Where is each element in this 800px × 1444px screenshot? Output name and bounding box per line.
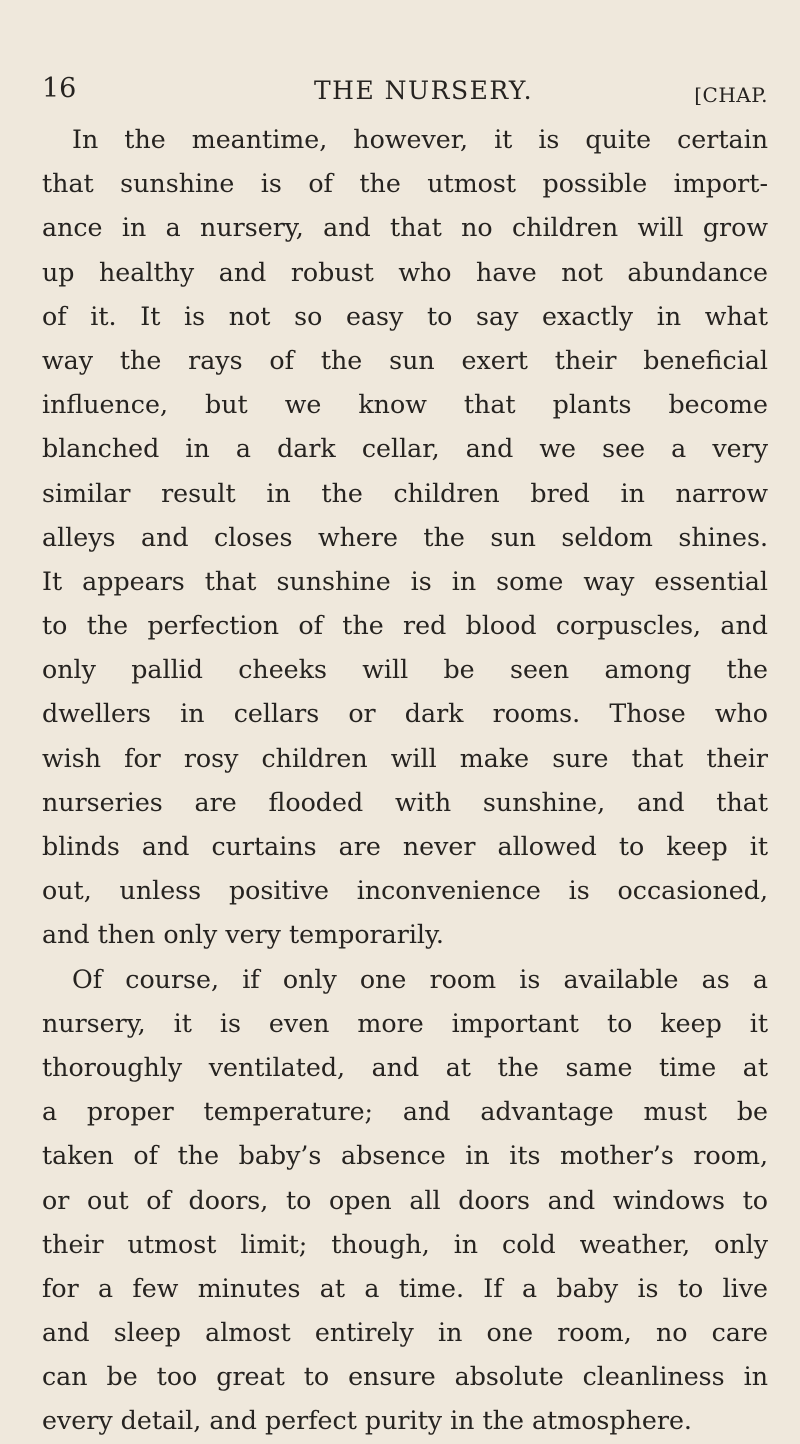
text-line: wish for rosy children will make sure that their (42, 743, 768, 773)
text-line: alleys and closes where the sun seldom shines. (42, 522, 768, 552)
page-number: 16 (42, 73, 77, 104)
text-line: nursery, it is even more important to keep it (42, 1008, 768, 1038)
text-line: to the perfection of the red blood corpuscles, and (42, 611, 768, 641)
text-line: blinds and curtains are never allowed to keep it (42, 832, 768, 861)
text-line: that sunshine is of the utmost possible import- (42, 169, 768, 199)
text-line: up healthy and robust who have not abundance (42, 257, 768, 287)
text-line: or out of doors, to open all doors and windows to (42, 1185, 768, 1215)
text-line: nurseries are flooded with sunshine, and that (42, 787, 768, 817)
text-line: only pallid cheeks will be seen among the (42, 655, 768, 685)
text-line: every detail, and perfect purity in the atmosphere. (42, 1406, 692, 1436)
text-line: influence, but we know that plants become (42, 390, 768, 420)
text-line: blanched in a dark cellar, and we see a very (42, 434, 768, 464)
text-line: of it. It is not so easy to say exactly in what (42, 301, 768, 331)
text-line: for a few minutes at a time. If a baby is to live (42, 1273, 768, 1303)
text-line: In the meantime, however, it is quite certain (72, 125, 768, 154)
text-line: dwellers in cellars or dark rooms. Those who (42, 699, 768, 729)
text-line: out, unless positive inconvenience is occasioned, (42, 876, 768, 906)
text-line: and then only very temporarily. (42, 920, 444, 950)
running-title: THE NURSERY. (314, 76, 534, 105)
text-line: It appears that sunshine is in some way essential (42, 566, 768, 596)
running-head (42, 74, 768, 110)
text-line: a proper temperature; and advantage must be (42, 1097, 768, 1127)
text-line: and sleep almost entirely in one room, no care (42, 1318, 768, 1348)
text-line: similar result in the children bred in narrow (42, 478, 768, 508)
chapter-marker: [CHAP. (694, 83, 768, 107)
text-line: thoroughly ventilated, and at the same time at (42, 1052, 768, 1082)
text-line: Of course, if only one room is available as a (72, 964, 768, 994)
text-line: ance in a nursery, and that no children will grow (42, 213, 768, 243)
text-line: taken of the baby’s absence in its mother’s room, (42, 1141, 768, 1171)
body-text (42, 118, 768, 1444)
text-line: can be too great to ensure absolute cleanliness in (42, 1362, 768, 1392)
text-line: their utmost limit; though, in cold weather, only (42, 1229, 768, 1259)
text-line: way the rays of the sun exert their beneficial (42, 345, 768, 375)
